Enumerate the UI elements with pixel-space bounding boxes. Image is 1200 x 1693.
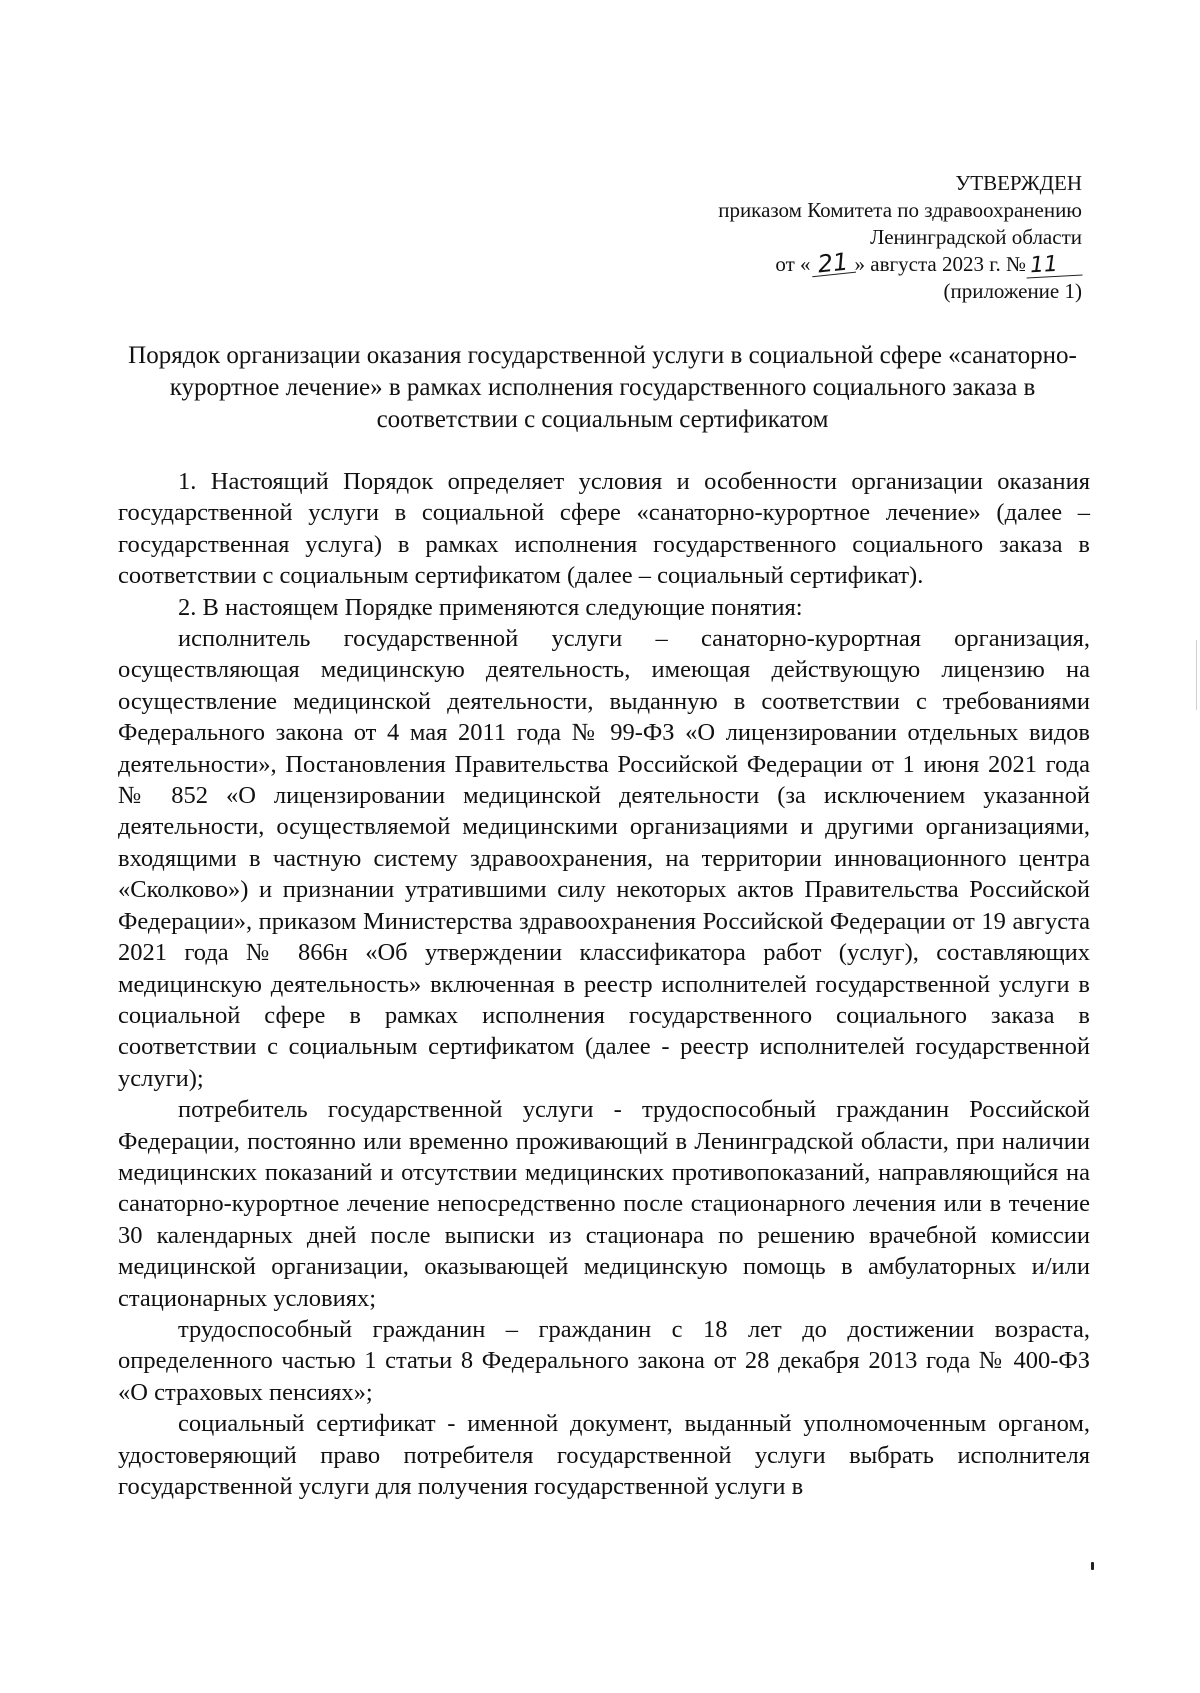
paragraph-1: 1. Настоящий Порядок определяет условия и особенности организации оказания государственной услуги в социальной сфере «санаторно-курортное лечение» (далее – государственная услуга) в рамках исполнения государственного социального заказа в соответствии с социальным сертификатом (далее – социальный сертификат). (118, 468, 1090, 590)
handwritten-number: 11 (1025, 253, 1082, 279)
definition-social-certificate: социальный сертификат - именной документ, выданный уполномоченным органом, удостоверяющий право потребителя государственной услуги выбрать исполнителя государственной услуги для получения государственной услуги в (118, 1410, 1090, 1500)
document-title: Порядок организации оказания государственной услуги в социальной сфере «санаторно-курортное лечение» в рамках исполнения государственного социального заказа в соответствии с социальным сертификатом (128, 342, 1077, 433)
approval-date-line (562, 247, 1082, 279)
appendix-label: (приложение 1) (943, 279, 1082, 303)
definition-able-bodied-citizen: трудоспособный гражданин – гражданин с 18 лет до достижении возраста, определенного частью 1 статьи 8 Федерального закона от 28 декабря 2013 года № 400-ФЗ «О страховых пенсиях»; (118, 1315, 1090, 1406)
approval-heading: УТВЕРЖДЕН (955, 171, 1082, 195)
scan-edge-mark (1196, 640, 1197, 710)
handwritten-day: 21 (809, 250, 855, 277)
definition-executor: исполнитель государственной услуги – санаторно-курортная организация, осуществляющая медицинскую деятельность, имеющая действующую лицензию на осуществление медицинской деятельности, выданную в соответствии с требованиями Федерального закона от 4 мая 2011 года № 99-ФЗ «О лицензировании отдельных видов деятельности», Постановления Правительства Российской Федерации от 1 июня 2021 года № 852 «О лицензировании медицинской деятельности (за исключением указанной деятельности, осуществляемой медицинскими организациями и другими организациями, входящими в частную систему здравоохранения, на территории инновационного центра «Сколково») и признании утратившими силу некоторых актов Правительства Российской Федерации», приказом Министерства здравоохранения Российской Федерации от 19 августа 2021 года № 866н «Об утверждении классификатора работ (услуг), составляющих медицинскую деятельность» включенная в реестр исполнителей государственной услуги в социальной сфере в рамках исполнения государственного социального заказа в соответствии с социальным сертификатом (далее - реестр исполнителей государственной услуги); (118, 625, 1090, 1092)
document-body (118, 466, 1090, 1502)
approval-order-line: приказом Комитета по здравоохранению (718, 198, 1082, 222)
scan-speck (1091, 1562, 1094, 1570)
approval-stamp-block (562, 170, 1082, 305)
paragraph-2: 2. В настоящем Порядке применяются следующие понятия: (178, 593, 803, 621)
date-prefix: от « (775, 252, 811, 276)
definition-consumer: потребитель государственной услуги - трудоспособный гражданин Российской Федерации, постоянно или временно проживающий в Ленинградской области, при наличии медицинских показаний и отсутствии медицинских противопоказаний, направляющийся на санаторно-курортное лечение непосредственно после стационарного лечения или в течение 30 календарных дней после выписки из стационара по решению врачебной комиссии медицинской организации, оказывающей медицинскую помощь в амбулаторных и/или стационарных условиях; (118, 1096, 1090, 1312)
approval-region-line: Ленинградской области (870, 225, 1082, 249)
date-suffix: » августа 2023 г. № (854, 252, 1026, 276)
